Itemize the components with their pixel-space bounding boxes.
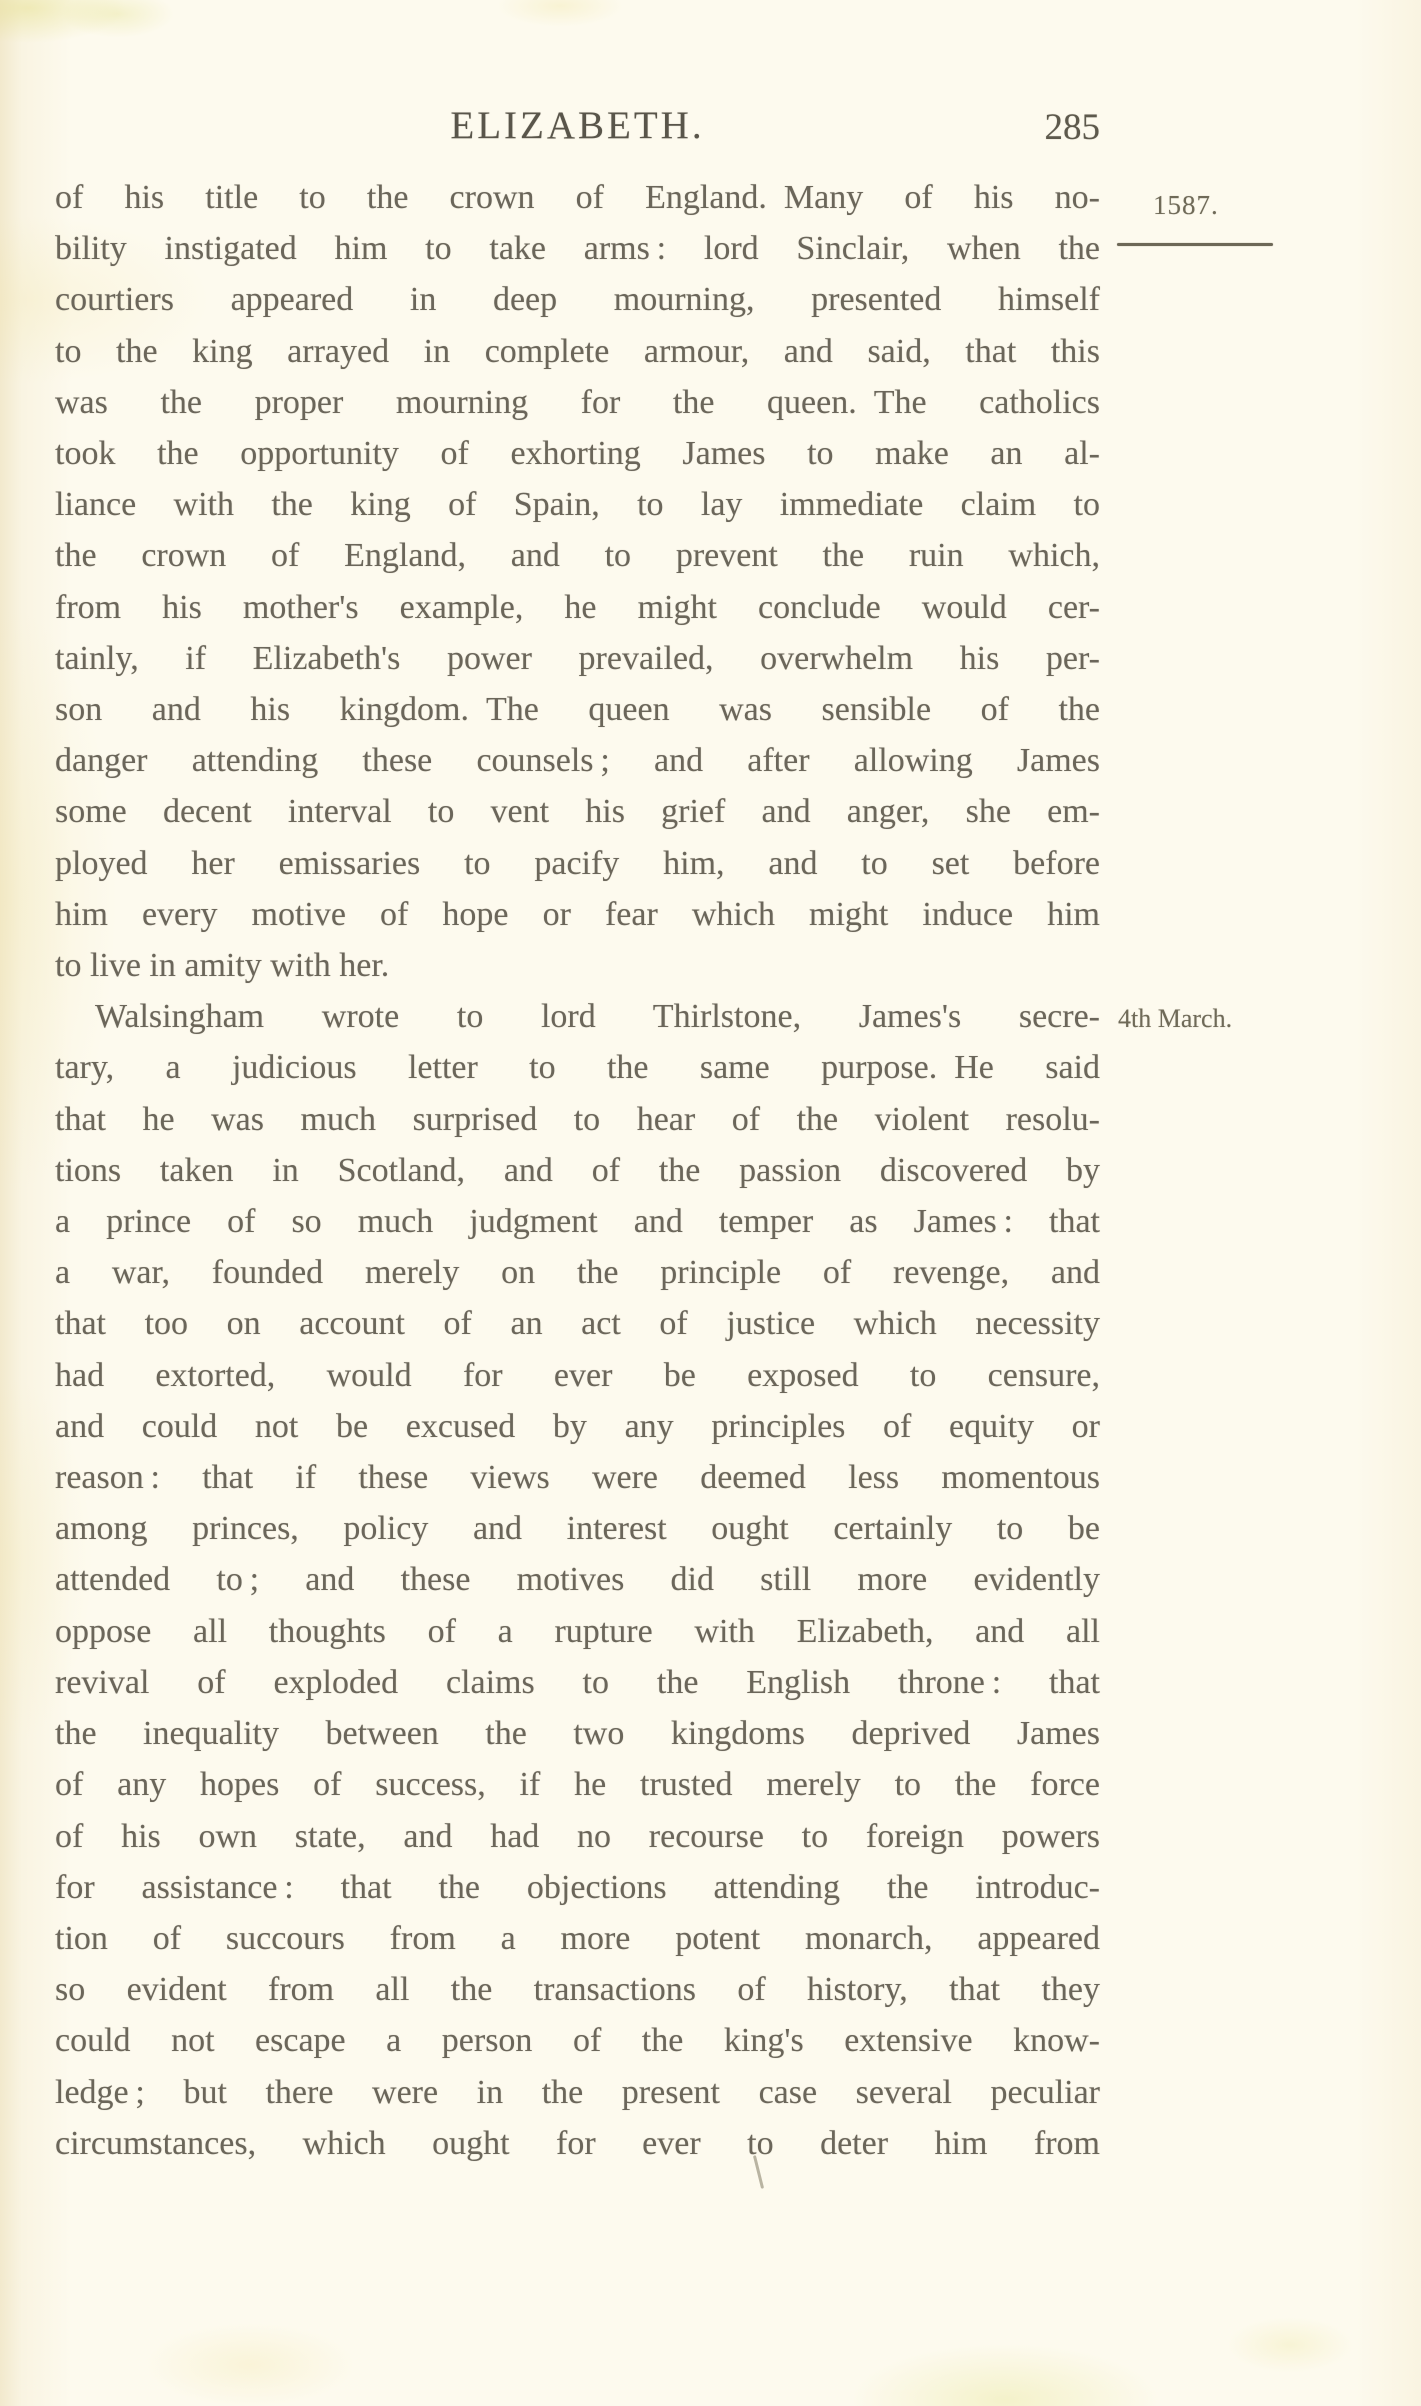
text-line: for assistance : that the objections attending the introduc-	[55, 1868, 1100, 1906]
text-line: to live in amity with her.	[55, 947, 390, 985]
text-line: to the king arrayed in complete armour, and said, that this	[55, 332, 1100, 370]
running-head-title: ELIZABETH.	[450, 104, 705, 147]
text-line: of his own state, and had no recourse to foreign powers	[55, 1817, 1100, 1855]
text-line: son and his kingdom. The queen was sensible of the	[55, 691, 1100, 729]
text-line: the inequality between the two kingdoms deprived James	[55, 1715, 1100, 1753]
text-line: liance with the king of Spain, to lay immediate claim to	[55, 486, 1100, 524]
page-number: 285	[1044, 107, 1100, 148]
text-line: tainly, if Elizabeth's power prevailed, overwhelm his per-	[55, 639, 1100, 677]
text-line: tion of succours from a more potent monarch, appeared	[55, 1919, 1100, 1957]
text-line: him every motive of hope or fear which might induce him	[55, 895, 1100, 933]
text-line: a prince of so much judgment and temper as James : that	[55, 1203, 1100, 1241]
text-line: attended to ; and these motives did still more evidently	[55, 1561, 1100, 1599]
text-line: a war, founded merely on the principle of revenge, and	[55, 1254, 1100, 1292]
paragraph	[55, 991, 1100, 2169]
text-line: revival of exploded claims to the English throne : that	[55, 1663, 1100, 1701]
text-line: that too on account of an act of justice which necessity	[55, 1305, 1100, 1343]
text-line: among princes, policy and interest ought certainly to be	[55, 1510, 1100, 1548]
body-text	[55, 172, 1100, 2169]
text-line: could not escape a person of the king's extensive know-	[55, 2022, 1100, 2060]
text-line: Walsingham wrote to lord Thirlstone, James's secre-	[95, 998, 1100, 1036]
text-line: of his title to the crown of England. Many of his no-	[55, 179, 1100, 216]
text-line: had extorted, would for ever be exposed to censure,	[55, 1356, 1100, 1394]
text-line: of any hopes of success, if he trusted merely to the force	[55, 1766, 1100, 1804]
text-line: the crown of England, and to prevent the ruin which,	[55, 537, 1100, 575]
text-line: some decent interval to vent his grief and anger, she em-	[55, 793, 1100, 831]
paragraph	[55, 172, 1100, 991]
text-line: ployed her emissaries to pacify him, and to set before	[55, 844, 1100, 882]
text-line: oppose all thoughts of a rupture with Elizabeth, and all	[55, 1612, 1100, 1650]
margin-note-date: 4th March.	[1118, 1004, 1233, 1033]
text-line: and could not be excused by any principles of equity or	[55, 1407, 1100, 1445]
text-line: took the opportunity of exhorting James to make an al-	[55, 435, 1100, 473]
text-line: so evident from all the transactions of history, that they	[55, 1971, 1100, 2009]
text-line: from his mother's example, he might conclude would cer-	[55, 588, 1100, 626]
text-line: bility instigated him to take arms : lord Sinclair, when the	[55, 230, 1100, 268]
text-line: danger attending these counsels ; and after allowing James	[55, 742, 1100, 780]
text-line: reason : that if these views were deemed less momentous	[55, 1459, 1100, 1497]
text-line: ledge ; but there were in the present case several peculiar	[55, 2073, 1100, 2111]
text-line: courtiers appeared in deep mourning, presented himself	[55, 281, 1100, 319]
margin-note-rule	[1117, 243, 1273, 246]
text-line: tions taken in Scotland, and of the passion discovered by	[55, 1151, 1100, 1189]
text-line: circumstances, which ought for ever to deter him from	[55, 2124, 1100, 2162]
text-line: that he was much surprised to hear of the violent resolu-	[55, 1100, 1100, 1138]
text-line: was the proper mourning for the queen. The catholics	[55, 383, 1100, 421]
margin-note-year: 1587.	[1153, 190, 1219, 220]
text-line: tary, a judicious letter to the same purpose. He said	[55, 1049, 1100, 1087]
